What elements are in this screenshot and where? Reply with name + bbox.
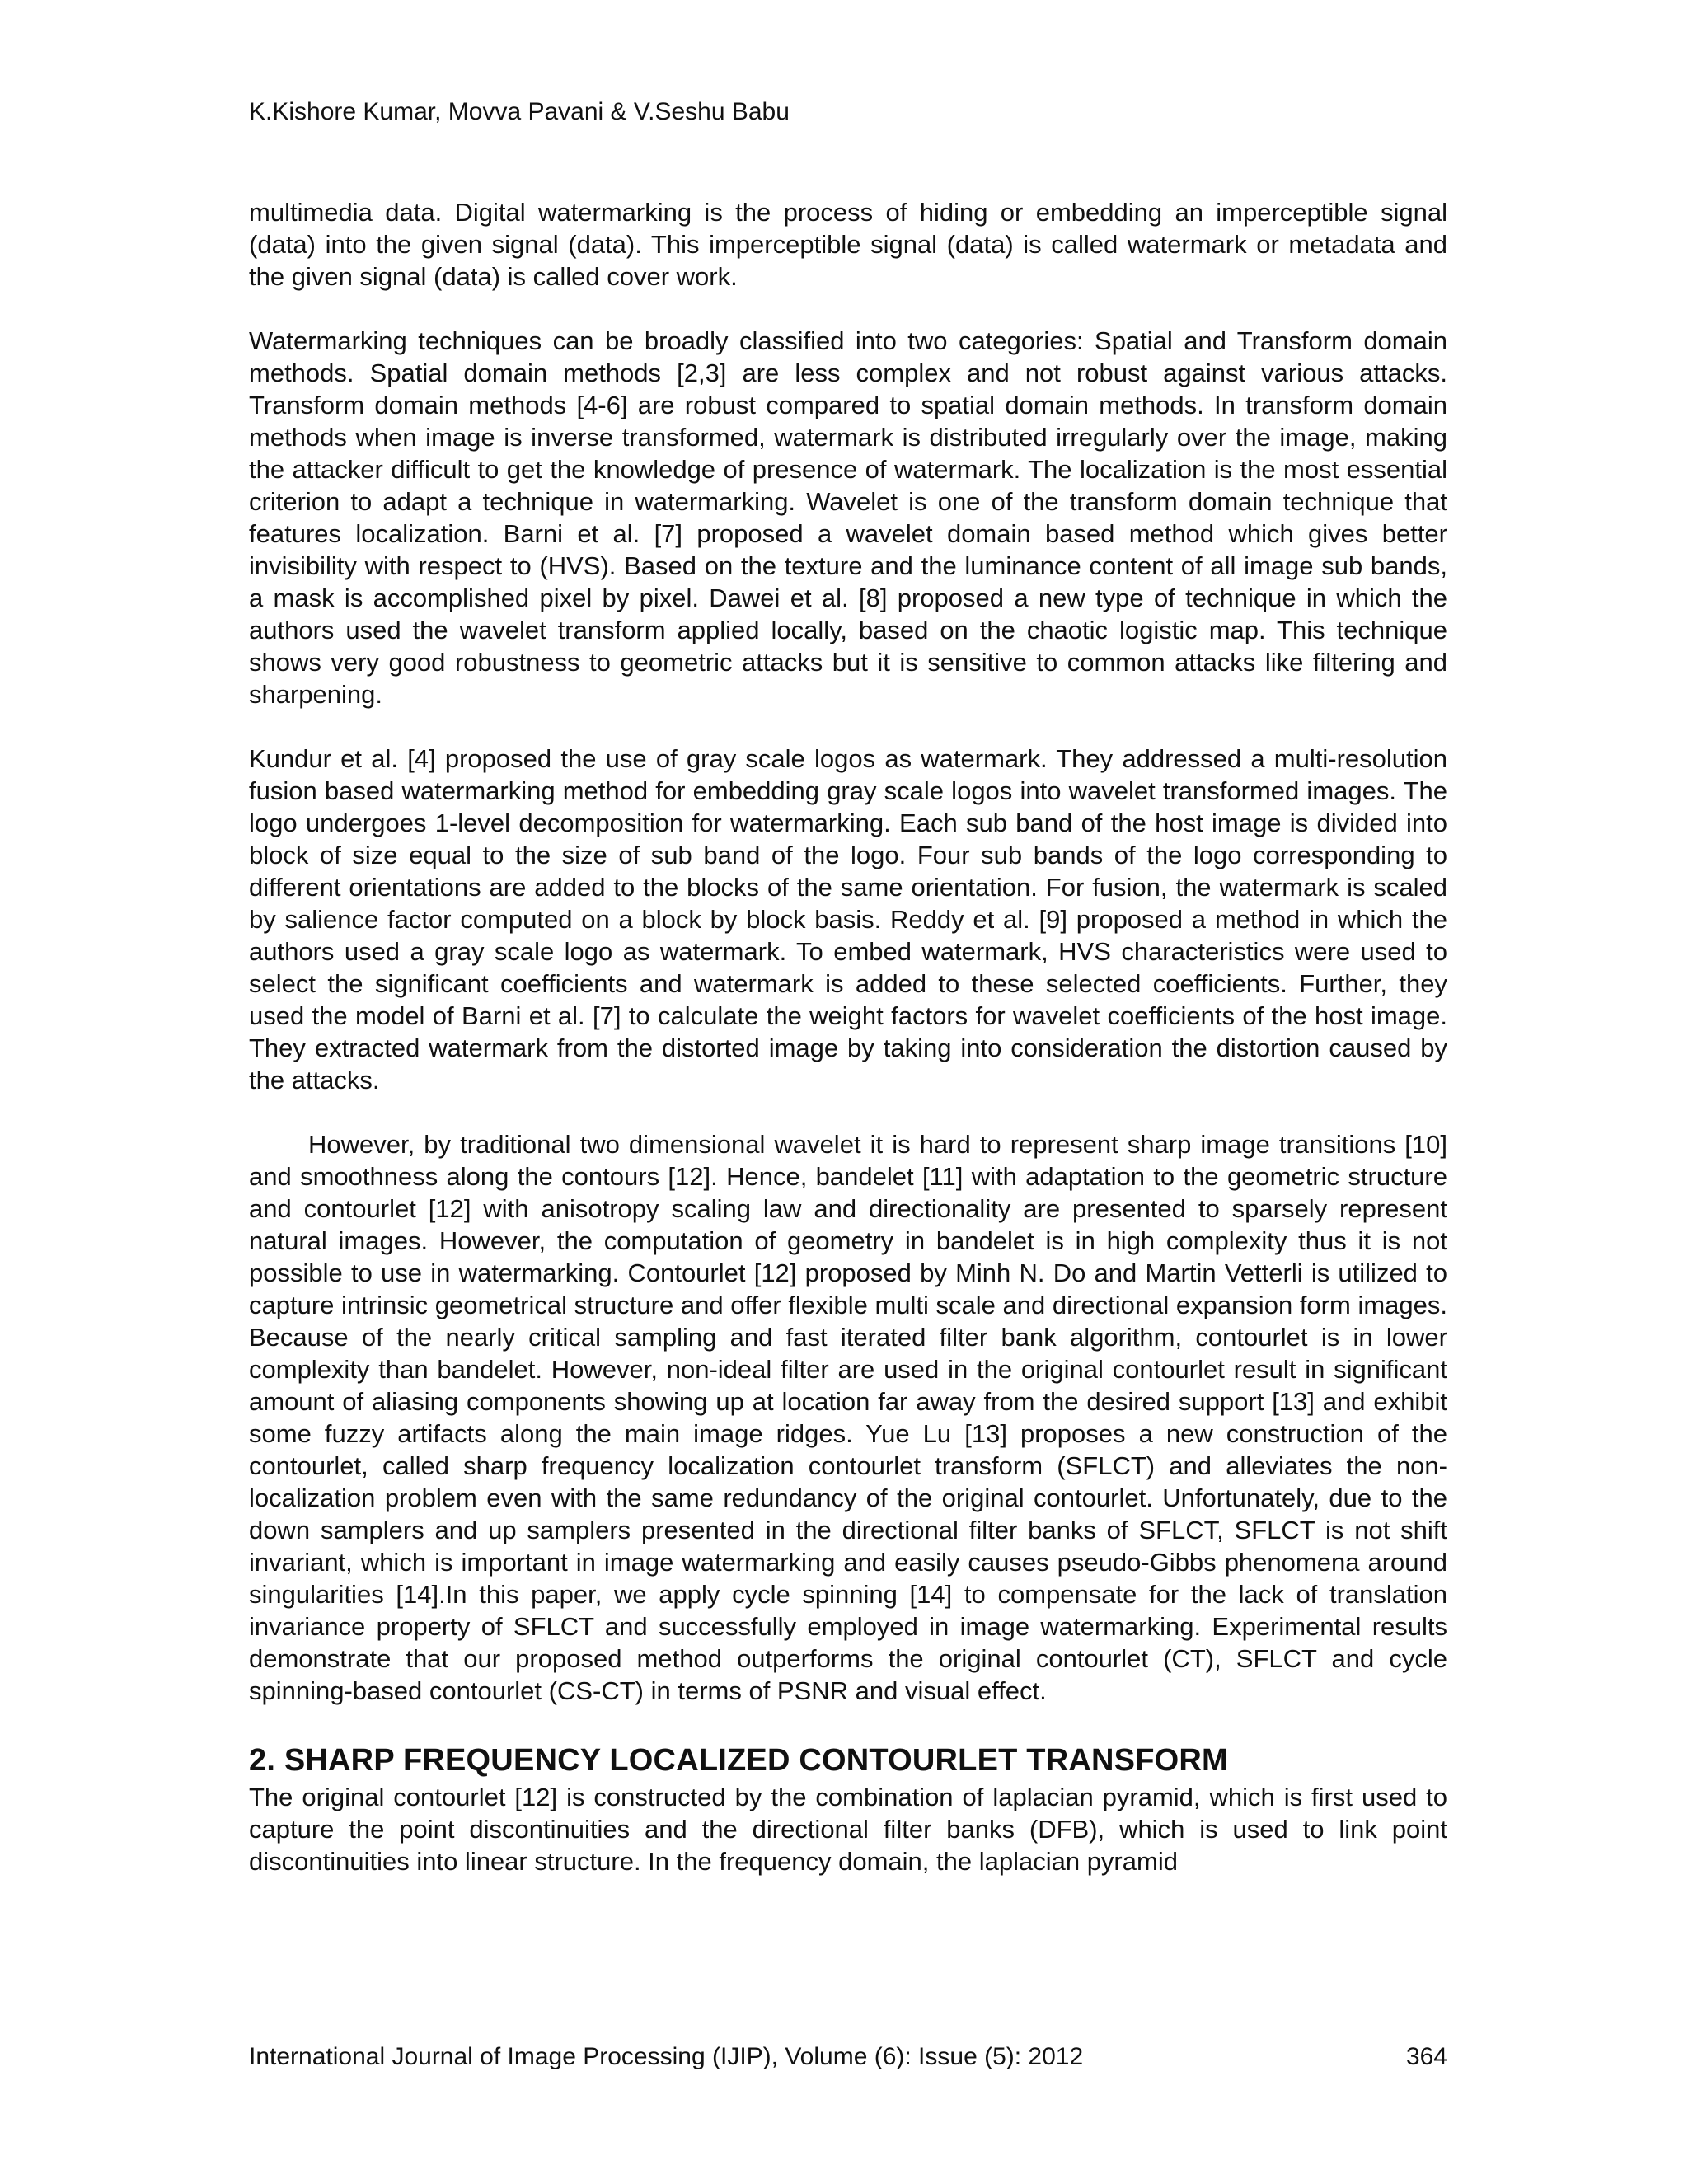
section-heading-sflct: 2. SHARP FREQUENCY LOCALIZED CONTOURLET TRANSFORM	[249, 1743, 1228, 1778]
main-text-column	[249, 196, 1447, 1877]
page-footer	[249, 2042, 1447, 2072]
paragraph-digital-watermarking-definition: multimedia data. Digital watermarking is the process of hiding or embedding an imperceptible signal (data) into the given signal (data). This imperceptible signal (data) is called watermark or metadata and the given signal (data) is called cover work.	[249, 198, 1447, 291]
paragraph-gray-scale-logos: Kundur et al. [4] proposed the use of gray scale logos as watermark. They addressed a multi-resolution fusion based watermarking method for embedding gray scale logos into wavelet transformed images. The logo undergoes 1-level decomposition for watermarking. Each sub band of the host image is divided into block of size equal to the size of sub band of the logo. Four sub bands of the logo corresponding to different orientations are added to the blocks of the same orientation. For fusion, the watermark is scaled by salience factor computed on a block by block basis. Reddy et al. [9] proposed a method in which the authors used a gray scale logo as watermark. To embed watermark, HVS characteristics were used to select the significant coefficients and watermark is added to these selected coefficients. Further, they used the model of Barni et al. [7] to calculate the weight factors for wavelet coefficients of the host image. They extracted watermark from the distorted image by taking into consideration the distortion caused by the attacks.	[249, 744, 1447, 1094]
paragraph-contourlet-background: However, by traditional two dimensional wavelet it is hard to represent sharp image transitions [10] and smoothness along the contours [12]. Hence, bandelet [11] with adaptation to the geometric structure and contourlet [12] with anisotropy scaling law and directionality are presented to sparsely represent natural images. However, the computation of geometry in bandelet is in high complexity thus it is not possible to use in watermarking. Contourlet [12] proposed by Minh N. Do and Martin Vetterli is utilized to capture intrinsic geometrical structure and offer flexible multi scale and directional expansion form images. Because of the nearly critical sampling and fast iterated filter bank algorithm, contourlet is in lower complexity than bandelet. However, non-ideal filter are used in the original contourlet result in significant amount of aliasing components showing up at location far away from the desired support [13] and exhibit some fuzzy artifacts along the main image ridges. Yue Lu [13] proposes a new construction of the contourlet, called sharp frequency localization contourlet transform (SFLCT) and alleviates the non-localization problem even with the same redundancy of the original contourlet. Unfortunately, due to the down samplers and up samplers presented in the directional filter banks of SFLCT, SFLCT is not shift invariant, which is important in image watermarking and easily causes pseudo-Gibbs phenomena around singularities [14].In this paper, we apply cycle spinning [14] to compensate for the lack of translation invariance property of SFLCT and successfully employed in image watermarking. Experimental results demonstrate that our proposed method outperforms the original contourlet (CT), SFLCT and cycle spinning-based contourlet (CS-CT) in terms of PSNR and visual effect.	[249, 1130, 1447, 1705]
running-header-authors: K.Kishore Kumar, Movva Pavani & V.Seshu Babu	[249, 98, 790, 125]
paragraph-original-contourlet: The original contourlet [12] is constructed by the combination of laplacian pyramid, which is first used to capture the point discontinuities and the directional filter banks (DFB), which is used to link point discontinuities into linear structure. In the frequency domain, the laplacian pyramid	[249, 1783, 1447, 1876]
paragraph-watermarking-techniques: Watermarking techniques can be broadly classified into two categories: Spatial and Transform domain methods. Spatial domain methods [2,3] are less complex and not robust against various attacks. Transform domain methods [4-6] are robust compared to spatial domain methods. In transform domain methods when image is inverse transformed, watermark is distributed irregularly over the image, making the attacker difficult to get the knowledge of presence of watermark. The localization is the most essential criterion to adapt a technique in watermarking. Wavelet is one of the transform domain technique that features localization. Barni et al. [7] proposed a wavelet domain based method which gives better invisibility with respect to (HVS). Based on the texture and the luminance content of all image sub bands, a mask is accomplished pixel by pixel. Dawei et al. [8] proposed a new type of technique in which the authors used the wavelet transform applied locally, based on the chaotic logistic map. This technique shows very good robustness to geometric attacks but it is sensitive to common attacks like filtering and sharpening.	[249, 326, 1447, 709]
footer-page-number: 364	[1405, 2043, 1447, 2070]
footer-journal-citation: International Journal of Image Processing (IJIP), Volume (6): Issue (5): 2012	[249, 2043, 1084, 2070]
